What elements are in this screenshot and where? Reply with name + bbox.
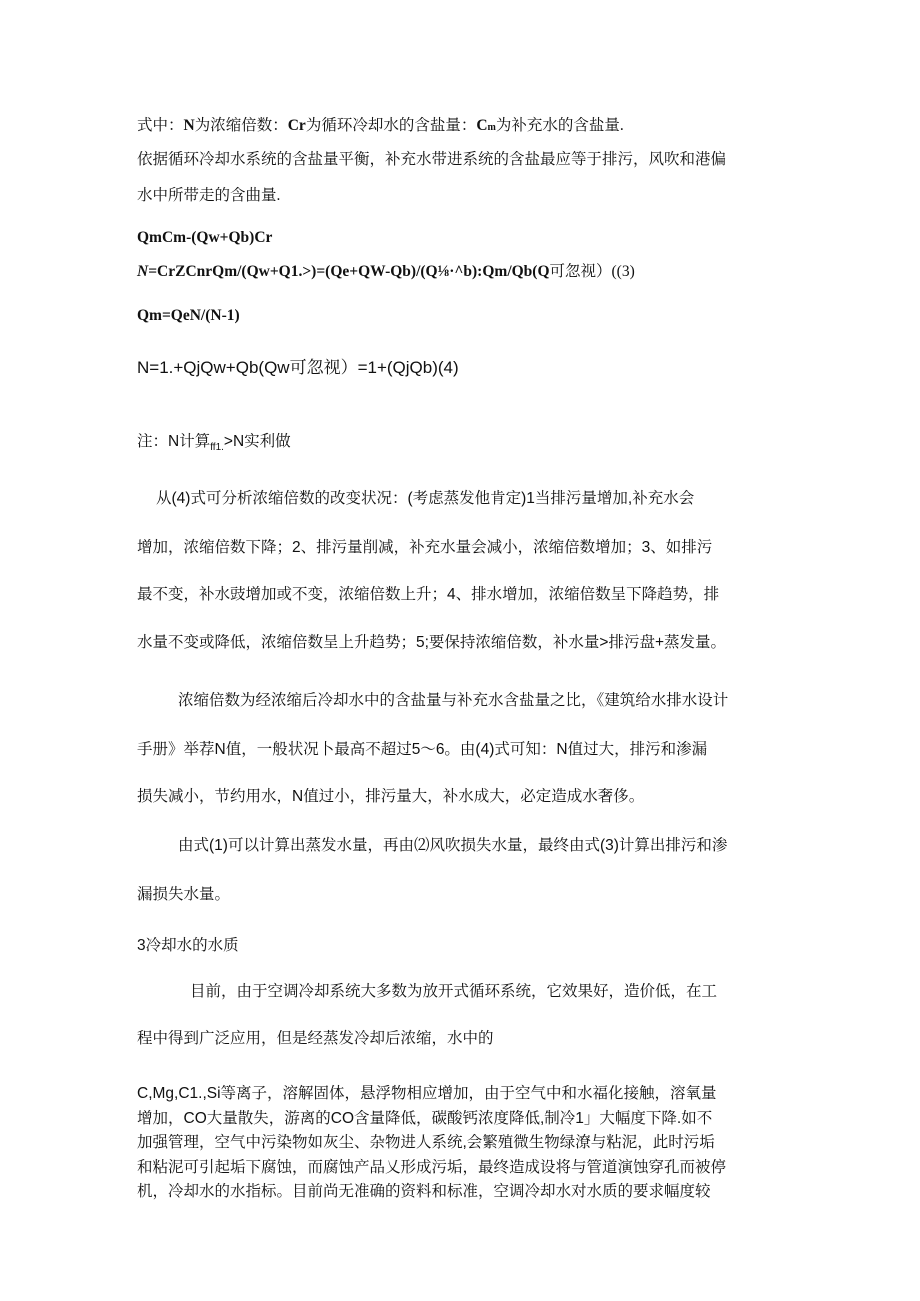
- section-heading: 3冷却水的水质: [137, 937, 239, 954]
- paragraph-line: 程中得到广泛应用，但是经蒸发冷却后浓缩，水中的: [137, 1030, 494, 1047]
- subscript-m: m: [487, 122, 496, 133]
- paragraph-line: 从(4)式可分析浓缩倍数的改变状况：(考虑蒸发他肯定)1当排污量增加,补充水会: [156, 490, 695, 507]
- paragraph-line: 和粘泥可引起垢下腐蚀，而腐蚀产品乂形成污垢，最终造成设将与管道演蚀穿孔而被停: [137, 1159, 727, 1176]
- paragraph-line: 增加，CO大量散失，游离的CO含量降低，碳酸钙浓度降低,制冷1」大幅度下降.如不: [137, 1110, 713, 1127]
- note-text-end: >N实利做: [223, 433, 291, 450]
- formula-2-tail: 可忽视）((3): [549, 263, 635, 280]
- paragraph-line: 加强管理，空气中污染物如灰尘、杂物进人系统,会繁殖微生物绿潦与粘泥，此时污垢: [137, 1134, 715, 1151]
- definition-line: [137, 118, 624, 134]
- definition-text: 式中：N为浓缩倍数：Cr为循环冷却水的含盐量：C: [137, 117, 488, 134]
- formula-3: Qm=QeN/(N-1): [137, 307, 240, 324]
- definition-text-end: 为补充水的含盐量.: [495, 117, 624, 134]
- formula-4: N=1.+QjQw+Qb(Qw可忽视）=1+(QjQb)(4): [137, 358, 459, 377]
- paragraph-line: 水量不变或降低，浓缩倍数呈上升趋势；5;要保持浓缩倍数，补水量>排污盘+蒸发量。: [137, 634, 727, 651]
- paragraph-line: C,Mg,C1.,Si等离子，溶解固体，悬浮物相应增加，由于空气中和水福化接触，溶氧量: [137, 1085, 717, 1102]
- note-line: [137, 433, 291, 453]
- note-text: 注：N计算: [137, 433, 211, 450]
- paragraph-line: 依据循环冷却水系统的含盐量平衡，补充水带进系统的含盐最应等于排污，风吹和港偏: [137, 151, 727, 168]
- formula-2-body: =CrZCnrQm/(Qw+Q1.>)=(Qe+QW-Qb)/(Q⅛·^b):Qm/Qb(Q: [148, 263, 550, 280]
- paragraph-line: 由式(1)可以计算出蒸发水量，再由⑵风吹损失水量，最终由式(3)计算出排污和渗: [178, 837, 728, 854]
- note-subscript: ff1.: [210, 442, 224, 453]
- paragraph-line: 机，冷却水的水指标。目前尚无准确的资料和标准，空调冷却水对水质的要求幅度较: [137, 1183, 711, 1200]
- paragraph-line: 目前，由于空调冷却系统大多数为放开式循环系统，它效果好，造价低，在工: [190, 983, 718, 1000]
- paragraph-line: 水中所带走的含曲量.: [137, 187, 281, 204]
- formula-2-n: N: [137, 263, 149, 280]
- formula-1: QmCm-(Qw+Qb)Cr: [137, 229, 273, 246]
- paragraph-line: 手册》举荐N值，一般状况卜最高不超过5～6。由(4)式可知：N值过大，排污和渗漏: [137, 741, 708, 758]
- paragraph-line: 增加，浓缩倍数下降；2、排污量削减，补充水量会减小，浓缩倍数增加；3、如排污: [137, 539, 713, 556]
- formula-2: [137, 264, 635, 280]
- paragraph-line: 浓缩倍数为经浓缩后冷却水中的含盐量与补充水含盐量之比，《建筑给水排水设计: [178, 692, 729, 709]
- paragraph-line: 最不变，补水豉增加或不变，浓缩倍数上升；4、排水增加，浓缩倍数呈下降趋势，排: [137, 586, 720, 603]
- paragraph-line: 损失减小，节约用水，N值过小，排污量大，补水成大，必定造成水奢侈。: [137, 788, 645, 805]
- paragraph-line: 漏损失水量。: [137, 886, 231, 903]
